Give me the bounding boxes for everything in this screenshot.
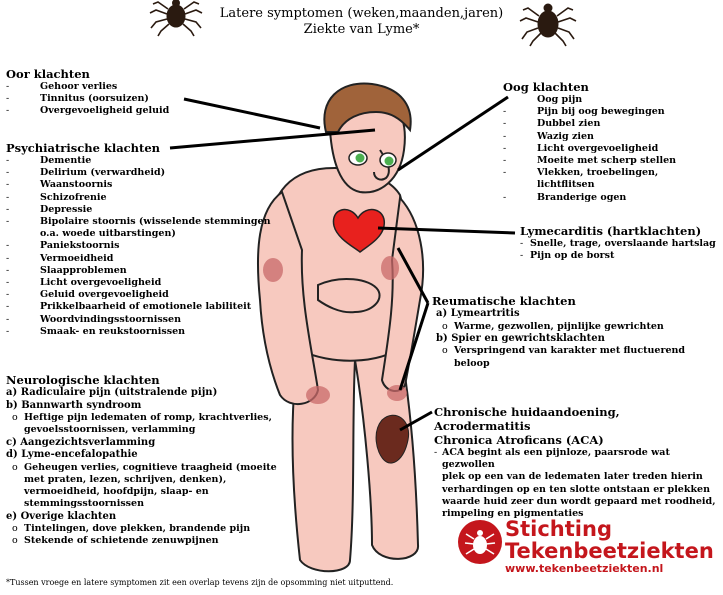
- logo: [505, 518, 715, 575]
- list-item-continuation: plek op een van de ledematen later treden hierin: [442, 471, 703, 483]
- footnote: *Tussen vroege en latere symptomen zit een overlap tevens zijn de opsomming niet uitputtend.: [6, 578, 394, 587]
- list-item: - Schizofrenie: [6, 191, 107, 203]
- section-heading: Reumatische klachten: [432, 294, 576, 308]
- section-reuma: [432, 294, 718, 370]
- list-item: - Prikkelbaarheid of emotionele labiliteit: [6, 301, 252, 313]
- section-huid: [434, 405, 720, 520]
- list-item-continuation: rimpeling en pigmentaties: [442, 508, 584, 520]
- list-item: - Licht overgevoeligheid: [503, 142, 659, 154]
- list-item: o Verspringend van karakter met fluctuerend beloop: [442, 345, 686, 369]
- section-heading: Neurologische klachten: [6, 373, 160, 387]
- list-item: - Depressie: [6, 203, 93, 215]
- list-item: o Heftige pijn ledematen of romp, krachtverlies,: [12, 412, 272, 424]
- list-item: - Oog pijn: [503, 94, 583, 105]
- list-item: - Vlekken, troebelingen, lichtflitsen: [503, 167, 659, 191]
- list-item: - Waanstoornis: [6, 179, 113, 191]
- section-heading: Oor klachten: [6, 67, 90, 81]
- list-item: - Woordvindingsstoornissen: [6, 313, 181, 325]
- section-hart: [520, 224, 720, 262]
- list-item: - Slaapproblemen: [6, 264, 127, 276]
- logo-line-2: Tekenbeetziekten: [505, 539, 714, 563]
- list-item: - Vermoeidheid: [6, 252, 114, 264]
- logo-url: www.tekenbeetziekten.nl: [505, 562, 664, 575]
- section-oog: [503, 80, 718, 204]
- list-item: - Pijn bij oog bewegingen: [503, 106, 665, 118]
- list-item: - Bipolaire stoornis (wisselende stemmingen: [6, 216, 271, 228]
- subheading: b) Bannwarth syndroom: [6, 399, 142, 411]
- list-item: - Overgevoeligheid geluid: [6, 105, 170, 117]
- subheading: b) Spier en gewrichtsklachten: [436, 332, 605, 344]
- section-oor: [6, 67, 196, 118]
- tick-logo-icon: [458, 520, 502, 564]
- section-heading: Chronische huidaandoening, Acrodermatitis: [434, 405, 620, 433]
- list-item-continuation: gevoelsstoornissen, verlamming: [24, 424, 196, 436]
- list-item-continuation: waarde huid zeer dun wordt gepaard met roodheid,: [442, 495, 716, 507]
- subheading: c) Aangezichtsverlamming: [6, 436, 156, 448]
- subheading: a) Radiculaire pijn (uitstralende pijn): [6, 387, 218, 398]
- list-item-continuation: met praten, lezen, schrijven, denken),: [24, 473, 227, 485]
- list-item: o Geheugen verlies, cognitieve traagheid (moeite: [12, 461, 277, 473]
- subheading: d) Lyme-encefalopathie: [6, 449, 138, 461]
- list-item: o Warme, gezwollen, pijnlijke gewrichten: [442, 320, 664, 332]
- list-item: - ACA begint als een pijnloze, paarsrode wat gezwollen: [434, 447, 670, 471]
- list-item: o Stekende of schietende zenuwpijnen: [12, 535, 219, 547]
- list-item: - Dubbel zien: [503, 118, 601, 130]
- list-item: - Branderige ogen: [503, 191, 627, 203]
- section-heading: Lymecarditis (hartklachten): [520, 224, 702, 238]
- section-neuro: [6, 373, 296, 548]
- section-heading: Psychiatrische klachten: [6, 141, 161, 155]
- subheading: a) Lymeartritis: [436, 308, 520, 319]
- section-psych: [6, 141, 291, 338]
- list-item: o Tintelingen, dove plekken, brandende pijn: [12, 523, 251, 535]
- title-line-2: Ziekte van Lyme*: [303, 22, 420, 37]
- list-item: - Delirium (verwardheid): [6, 167, 166, 179]
- list-item: - Moeite met scherp stellen: [503, 155, 677, 167]
- list-item: - Licht overgevoeligheid: [6, 277, 162, 289]
- diagram-title: [0, 6, 723, 38]
- list-item-continuation: stemmingsstoornissen: [24, 498, 144, 510]
- list-item: - Snelle, trage, overslaande hartslag: [520, 238, 716, 249]
- list-item-continuation: o.a. woede uitbarstingen): [40, 228, 176, 240]
- list-item: - Paniekstoornis: [6, 240, 120, 252]
- list-item: - Gehoor verlies: [6, 81, 118, 92]
- list-item: - Dementie: [6, 155, 92, 166]
- list-item: - Smaak- en reukstoornissen: [6, 325, 186, 337]
- list-item: - Wazig zien: [503, 130, 594, 142]
- subheading: e) Overige klachten: [6, 510, 117, 522]
- list-item: - Tinnitus (oorsuizen): [6, 93, 149, 105]
- title-line-1: Latere symptomen (weken,maanden,jaren): [219, 6, 504, 21]
- logo-line-1: Stichting: [505, 517, 612, 541]
- list-item-continuation: verhardingen op en ten slotte ontstaan er plekken: [442, 483, 710, 495]
- list-item-continuation: vermoeidheid, hoofdpijn, slaap- en: [24, 486, 209, 498]
- section-heading: Chronica Atroficans (ACA): [434, 433, 604, 447]
- list-item: - Geluid overgevoeligheid: [6, 289, 169, 301]
- section-heading: Oog klachten: [503, 80, 589, 94]
- list-item: - Pijn op de borst: [520, 250, 615, 262]
